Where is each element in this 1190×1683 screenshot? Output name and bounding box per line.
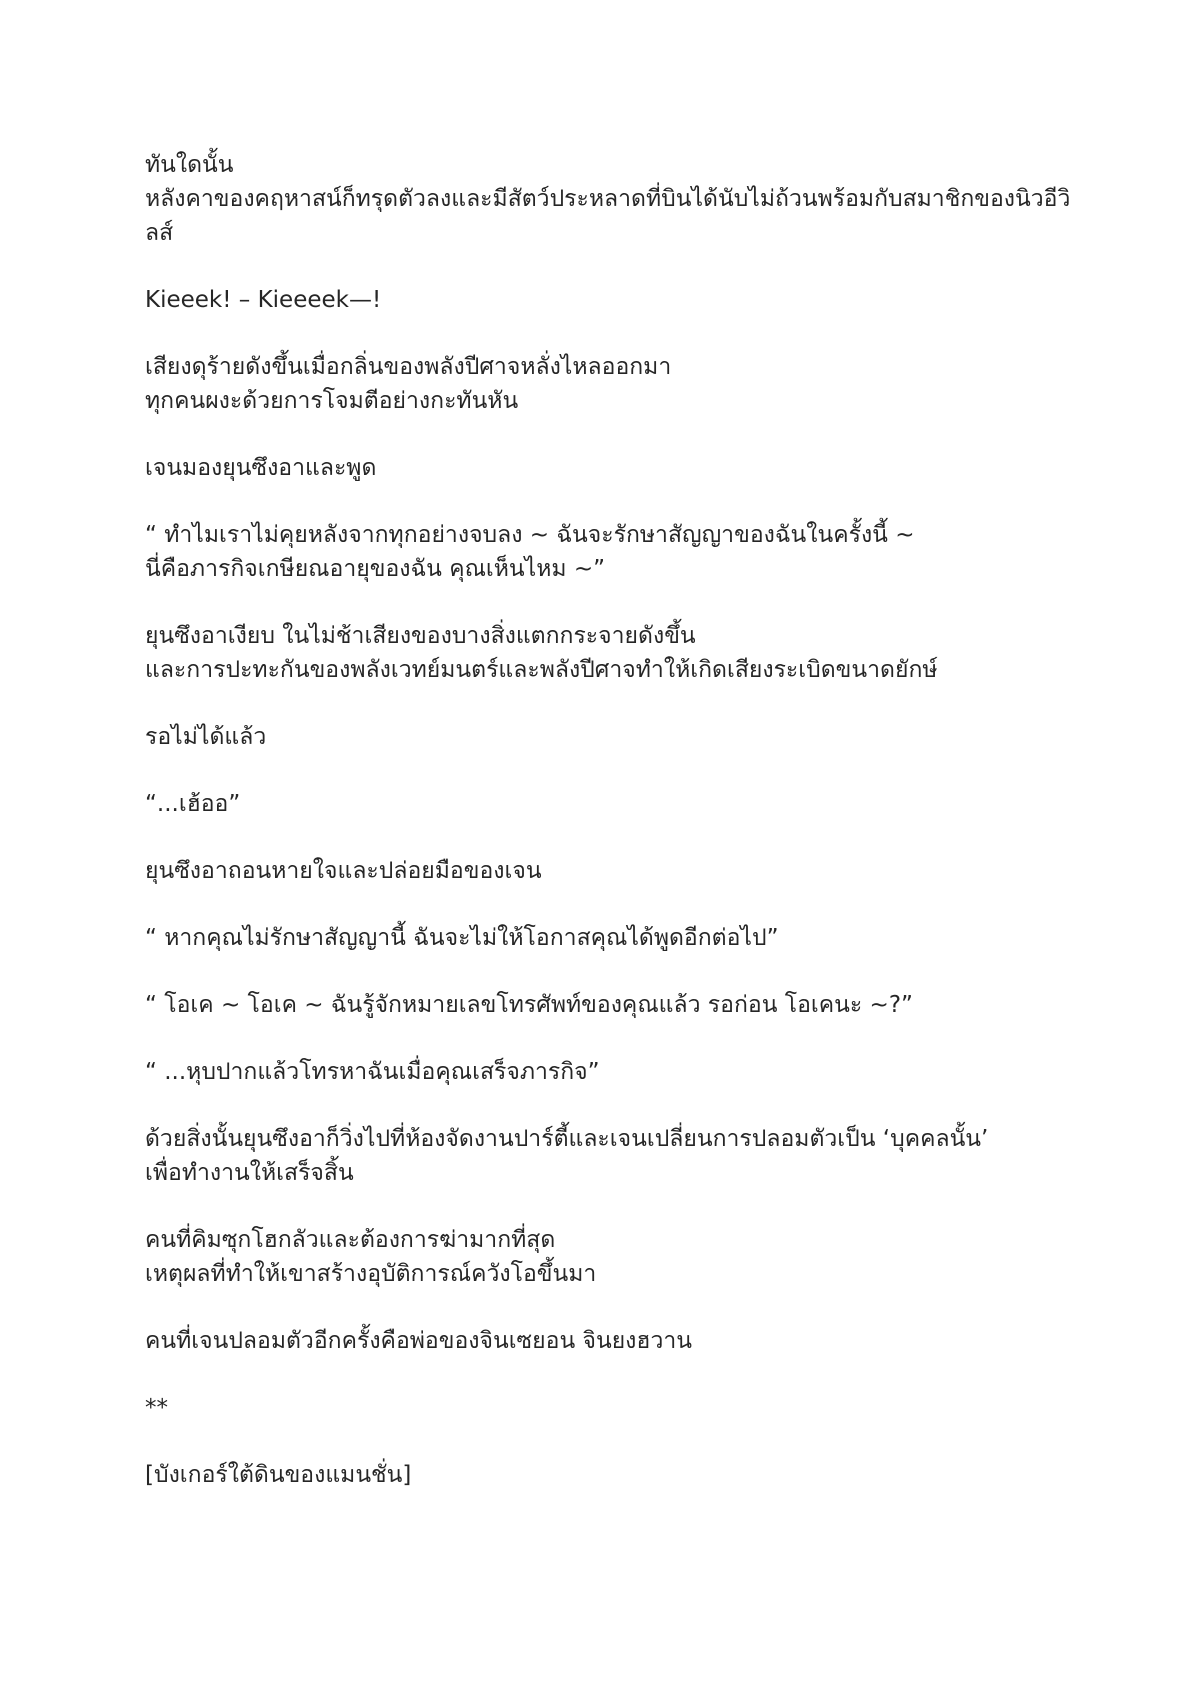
paragraph-4 [145,451,1075,485]
text-line: Kieeek! – Kieeeek—! [145,287,382,313]
text-line: “ ...หุบปากแล้วโทรหาฉันเมื่อคุณเสร็จภารกิจ” [145,1059,600,1085]
paragraph-3 [145,350,1075,418]
text-line: หลังคาของคฤหาสน์ก็ทรุดตัวลงและมีสัตว์ประหลาดที่บินได้นับไม่ถ้วนพร้อมกับสมาชิกของนิวอีวิลส์ [145,186,1071,246]
paragraph-2 [145,283,1075,317]
paragraph-12 [145,1055,1075,1089]
paragraph-8 [145,787,1075,821]
text-line: รอไม่ได้แล้ว [145,724,267,750]
text-line: “ โอเค ~ โอเค ~ ฉันรู้จักหมายเลขโทรศัพท์ของคุณแล้ว รอก่อน โอเคนะ ~?” [145,992,913,1018]
text-line: “ หากคุณไม่รักษาสัญญานี้ ฉันจะไม่ให้โอกาสคุณได้พูดอีกต่อไป” [145,925,779,951]
text-line: [บังเกอร์ใต้ดินของแมนชั่น] [145,1462,412,1488]
paragraph-13 [145,1122,1075,1190]
text-line: เพื่อทำงานให้เสร็จสิ้น [145,1160,354,1186]
text-line: ยุนซึงอาเงียบ ในไม่ช้าเสียงของบางสิ่งแตกกระจายดังขึ้น [145,623,696,649]
text-line: ด้วยสิ่งนั้นยุนซึงอาก็วิ่งไปที่ห้องจัดงานปาร์ตี้และเจนเปลี่ยนการปลอมตัวเป็น ‘บุคคลนั้น’ [145,1126,989,1152]
text-line: และการปะทะกันของพลังเวทย์มนตร์และพลังปีศาจทำให้เกิดเสียงระเบิดขนาดยักษ์ [145,657,938,683]
text-line: เหตุผลที่ทำให้เขาสร้างอุบัติการณ์ควังโอขึ้นมา [145,1261,597,1287]
text-line: นี่คือภารกิจเกษียณอายุของฉัน คุณเห็นไหม ~” [145,556,606,582]
text-line: “ ทำไมเราไม่คุยหลังจากทุกอย่างจบลง ~ ฉันจะรักษาสัญญาของฉันในครั้งนี้ ~ [145,522,915,548]
document-body [145,148,1075,1525]
scene-break [145,1391,1075,1425]
text-line: คนที่เจนปลอมตัวอีกครั้งคือพ่อของจินเซยอน จินยงฮวาน [145,1328,692,1354]
text-line: เจนมองยุนซึงอาและพูด [145,455,377,481]
paragraph-10 [145,921,1075,955]
paragraph-6 [145,619,1075,687]
paragraph-15 [145,1324,1075,1358]
paragraph-7 [145,720,1075,754]
scene-heading [145,1458,1075,1492]
paragraph-5 [145,518,1075,586]
text-line: “...เฮ้ออ” [145,791,241,817]
paragraph-9 [145,854,1075,888]
text-line: ทุกคนผงะด้วยการโจมตีอย่างกะทันหัน [145,388,519,414]
paragraph-1 [145,148,1075,250]
text-line: ทันใดนั้น [145,152,234,178]
text-line: คนที่คิมซุกโฮกลัวและต้องการฆ่ามากที่สุด [145,1227,556,1253]
text-line: เสียงดุร้ายดังขึ้นเมื่อกลิ่นของพลังปีศาจหลั่งไหลออกมา [145,354,672,380]
paragraph-11 [145,988,1075,1022]
text-line: ** [145,1395,168,1421]
paragraph-14 [145,1223,1075,1291]
text-line: ยุนซึงอาถอนหายใจและปล่อยมือของเจน [145,858,542,884]
